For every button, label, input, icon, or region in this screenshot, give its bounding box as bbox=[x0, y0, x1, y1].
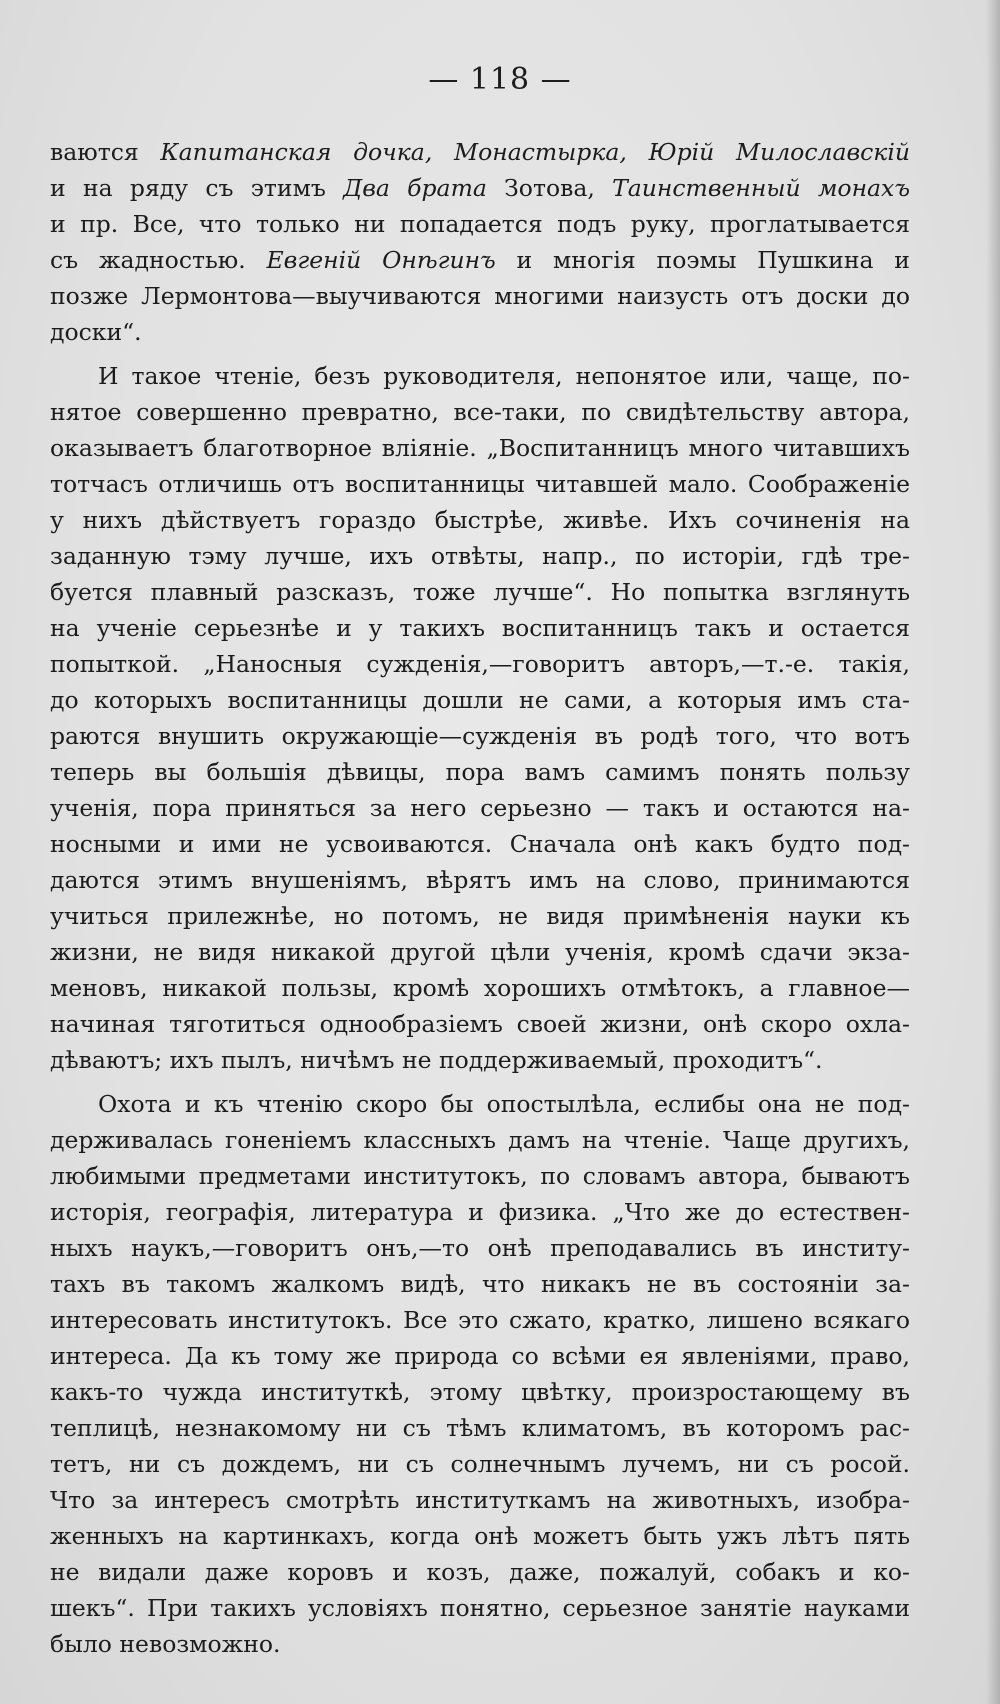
text-line: на ученіе серьезнѣе и у такихъ воспитанницъ такъ и остается bbox=[50, 614, 910, 642]
text-line: и на ряду съ этимъ Два брата Зотова, Таинственный монахъ bbox=[50, 174, 910, 202]
text-line: меновъ, никакой пользы, кромѣ хорошихъ отмѣтокъ, а главное— bbox=[50, 974, 910, 1002]
text-line: держивалась гоненіемъ классныхъ дамъ на чтеніе. Чаще другихъ, bbox=[50, 1126, 910, 1154]
text-line: ученія, пора приняться за него серьезно — такъ и остаются на- bbox=[50, 794, 910, 822]
text-line: учиться прилежнѣе, но потомъ, не видя примѣненія науки къ bbox=[50, 902, 910, 930]
italic-title: Юрій Милославскій bbox=[648, 138, 910, 166]
text-line: шекъ“. При такихъ условіяхъ понятно, серьезное занятіе науками bbox=[50, 1594, 910, 1622]
text-line: съ жадностью. Евгеній Онѣгинъ и многія поэмы Пушкина и bbox=[50, 246, 910, 274]
text-line: теплицѣ, незнакомому ни съ тѣмъ климатомъ, въ которомъ рас- bbox=[50, 1414, 910, 1442]
text-line: интереса. Да къ тому же природа со всѣми ея явленіями, право, bbox=[50, 1342, 910, 1370]
text-line: было невозможно. bbox=[50, 1630, 281, 1658]
text-line: жизни, не видя никакой другой цѣли ученія, кромѣ сдачи экза- bbox=[50, 938, 910, 966]
text-line: и пр. Все, что только ни попадается подъ руку, проглатывается bbox=[50, 210, 910, 238]
text-line: носными и ими не усвоиваются. Сначала онѣ какъ будто под- bbox=[50, 830, 910, 858]
body-text bbox=[50, 134, 910, 1670]
paragraph bbox=[50, 358, 910, 1078]
italic-title: Таинственный монахъ bbox=[612, 174, 910, 202]
text-line: ваются Капитанская дочка, Монастырка, Юрій Милославскій bbox=[50, 138, 910, 166]
text-line: у нихъ дѣйствуетъ гораздо быстрѣе, живѣе. Ихъ сочиненія на bbox=[50, 506, 910, 534]
text-line: ныхъ наукъ,—говоритъ онъ,—то онѣ преподавались въ институ- bbox=[50, 1234, 910, 1262]
text-line: любимыми предметами институтокъ, по словамъ автора, бываютъ bbox=[50, 1162, 910, 1190]
text-line: начиная тяготиться однообразіемъ своей жизни, онѣ скоро охла- bbox=[50, 1010, 910, 1038]
italic-title: Два брата bbox=[343, 174, 487, 202]
text-line: тахъ въ такомъ жалкомъ видѣ, что никакъ не въ состояніи за- bbox=[50, 1270, 910, 1298]
italic-title: Капитанская дочка, bbox=[160, 138, 433, 166]
text-line: тотчасъ отличишь отъ воспитанницы читавшей мало. Соображеніе bbox=[50, 470, 910, 498]
text-line: позже Лермонтова—выучиваются многими наизусть отъ доски до bbox=[50, 282, 910, 310]
text-line: исторія, географія, литература и физика. „Что же до естествен- bbox=[50, 1198, 910, 1226]
text-line: Охота и къ чтенію скоро бы опостылѣла, еслибы она не под- bbox=[98, 1090, 910, 1118]
text-line: какъ-то чужда институткѣ, этому цвѣтку, произростающему въ bbox=[50, 1378, 910, 1406]
text-line: женныхъ на картинкахъ, когда онѣ можетъ быть ужъ лѣтъ пять bbox=[50, 1522, 910, 1550]
paragraph bbox=[50, 1086, 910, 1662]
italic-title: Евгеній Онѣгинъ bbox=[266, 246, 496, 274]
text-line: Что за интересъ смотрѣть институткамъ на животныхъ, изобра- bbox=[50, 1486, 910, 1514]
text-line: дѣваютъ; ихъ пылъ, ничѣмъ не поддерживаемый, проходитъ“. bbox=[50, 1046, 823, 1074]
text-line: интересовать институтокъ. Все это сжато, кратко, лишено всякаго bbox=[50, 1306, 910, 1334]
text-line: оказываетъ благотворное вліяніе. „Воспитанницъ много читавшихъ bbox=[50, 434, 910, 462]
italic-title: Монастырка, bbox=[454, 138, 627, 166]
text-line: до которыхъ воспитанницы дошли не сами, а которыя имъ ста- bbox=[50, 686, 910, 714]
text-line: тетъ, ни съ дождемъ, ни съ солнечнымъ лучемъ, ни съ росой. bbox=[50, 1450, 910, 1478]
text-line: даются этимъ внушеніямъ, вѣрятъ имъ на слово, принимаются bbox=[50, 866, 910, 894]
paragraph bbox=[50, 134, 910, 350]
text-line: не видали даже коровъ и козъ, даже, пожалуй, собакъ и ко- bbox=[50, 1558, 910, 1586]
text-line: И такое чтеніе, безъ руководителя, непонятое или, чаще, по- bbox=[98, 362, 910, 390]
text-line: теперь вы большія дѣвицы, пора вамъ самимъ понять пользу bbox=[50, 758, 910, 786]
page-number: — 118 — bbox=[428, 62, 572, 97]
text-line: раются внушить окружающіе—сужденія въ родѣ того, что вотъ bbox=[50, 722, 910, 750]
text-line: доски“. bbox=[50, 318, 142, 346]
text-line: буется плавный разсказъ, тоже лучше“. Но попытка взглянуть bbox=[50, 578, 910, 606]
text-line: нятое совершенно превратно, все-таки, по свидѣтельству автора, bbox=[50, 398, 910, 426]
text-line: попыткой. „Наносныя сужденія,—говоритъ авторъ,—т.-е. такія, bbox=[50, 650, 910, 678]
text-line: заданную тэму лучше, ихъ отвѣты, напр., по исторіи, гдѣ тре- bbox=[50, 542, 910, 570]
